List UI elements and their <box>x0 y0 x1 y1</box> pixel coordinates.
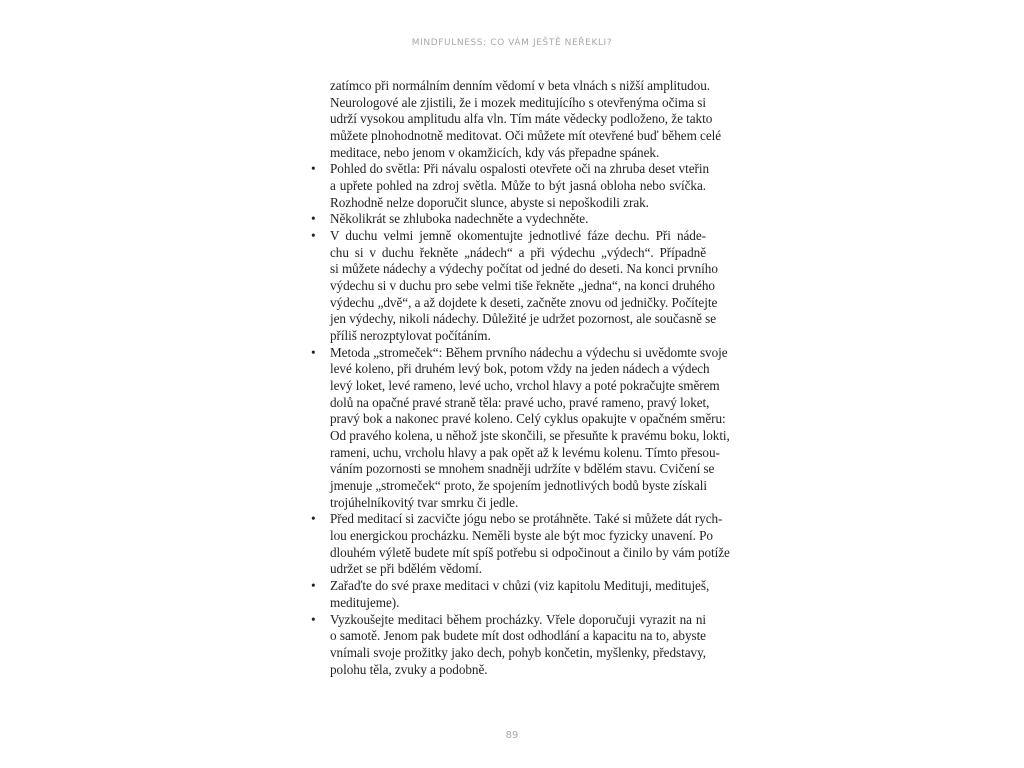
text-line: levé koleno, při druhém levý bok, potom vždy na jeden nádech a výdech <box>330 361 710 377</box>
text-line: V duchu velmi jemně okomentujte jednotlivé fáze dechu. Při náde- <box>330 228 706 244</box>
bullet-item <box>311 211 706 228</box>
bullet-icon: • <box>311 211 316 227</box>
bullet-icon: • <box>311 161 316 177</box>
bullet-icon: • <box>311 228 316 244</box>
text-line: Zařaďte do své praxe meditaci v chůzi (viz kapitolu Medituji, medituješ, <box>330 578 710 594</box>
text-line: pravý bok a nakonec pravé koleno. Celý cyklus opakujte v opačném směru: <box>330 411 726 427</box>
bullet-item <box>311 161 710 211</box>
text-line: a upřete pohled na zdroj světla. Může to být jasná obloha nebo svíčka. <box>330 178 706 194</box>
text-line: Před meditací si zacvičte jógu nebo se protáhněte. Také si můžete dát rych- <box>330 511 723 527</box>
bullet-item <box>311 612 706 679</box>
text-line: zatímco při normálním denním vědomí v beta vlnách s nižší amplitudou. <box>330 78 711 93</box>
page-number: 89 <box>505 730 519 741</box>
text-line: lou energickou procházku. Neměli byste ale být moc fyzicky unavení. Po <box>330 528 713 544</box>
running-head: MINDFULNESS: CO VÁM JEŠTĚ NEŘEKLI? <box>411 38 613 48</box>
bullet-icon: • <box>311 578 316 594</box>
bullet-icon: • <box>311 611 316 627</box>
text-line: o samotě. Jenom pak budete mít dost odhodlání a kapacitu na to, abyste <box>330 628 706 644</box>
text-line: jen výdechy, nikoli nádechy. Důležité je udržet pozornost, ale současně se <box>330 311 717 327</box>
text-line: levý loket, levé rameno, levé ucho, vrchol hlavy a poté pokračujte směrem <box>330 378 720 394</box>
text-line: rameni, uchu, vrcholu hlavy a pak opět až k levému kolenu. Tímto přesou- <box>330 444 720 460</box>
text-line: Rozhodně nelze doporučit slunce, abyste si nepoškodili zrak. <box>330 194 649 210</box>
bullet-item <box>311 511 730 578</box>
text-line: polohu těla, zvuky a podobně. <box>330 661 488 677</box>
text-line: udržet se při bdělém vědomí. <box>330 561 483 577</box>
text-line: příliš nerozptylovat počítáním. <box>330 328 491 344</box>
text-line: trojúhelníkovitý tvar smrku či jedle. <box>330 494 519 510</box>
bullet-item <box>311 344 730 512</box>
body-text <box>311 78 730 678</box>
text-line: Pohled do světla: Při návalu ospalosti otevřete oči na zhruba deset vteřin <box>330 161 710 177</box>
text-line: meditujeme). <box>330 594 400 610</box>
text-line: výdechu „dvě“, a až dojdete k deseti, začněte znovu od jedničky. Počítejte <box>330 294 718 310</box>
text-line: udrží vysokou amplitudu alfa vln. Tím máte vědecky podloženo, že takto <box>330 111 713 127</box>
text-line: meditace, nebo jenom v okamžicích, kdy vás přepadne spánek. <box>330 144 660 160</box>
text-line: Neurologové ale zjistili, že i mozek meditujícího s otevřenýma očima si <box>330 94 706 110</box>
bullet-item <box>311 578 710 611</box>
text-line: váním pozornosti se mnohem snadněji udržíte v bdělém stavu. Cvičení se <box>330 461 715 477</box>
bullet-item <box>311 228 718 345</box>
text-line: výdechu si v duchu pro sebe velmi tiše řekněte „jedna“, na konci druhého <box>330 278 715 294</box>
text-line: Vyzkoušejte meditaci během procházky. Vřele doporučuji vyrazit na ni <box>330 611 706 627</box>
text-line: dolů na opačné pravé straně těla: pravé ucho, pravé rameno, pravý loket, <box>330 394 710 410</box>
text-line: můžete plnohodnotně meditovat. Oči můžete mít otevřené buď během celé <box>330 128 722 144</box>
text-line: jmenuje „stromeček“ proto, že spojením jednotlivých bodů byste získali <box>330 478 708 494</box>
text-line: Metoda „stromeček“: Během prvního nádechu a výdechu si uvědomte svoje <box>330 344 728 360</box>
text-line: dlouhém výletě budete mít spíš potřebu si odpočinout a činilo by vám potíže <box>330 544 730 560</box>
text-line: chu si v duchu řekněte „nádech“ a při výdechu „výdech“. Případně <box>330 244 706 260</box>
bullet-icon: • <box>311 511 316 527</box>
text-line: Několikrát se zhluboka nadechněte a vydechněte. <box>330 211 589 227</box>
text-line: vnímali svoje prožitky jako dech, pohyb končetin, myšlenky, představy, <box>330 644 706 660</box>
paragraph <box>311 78 722 161</box>
text-line: si můžete nádechy a výdechy počítat od jedné do deseti. Na konci prvního <box>330 261 718 277</box>
bullet-icon: • <box>311 344 316 360</box>
text-line: Od pravého kolena, u něhož jste skončili, se přesuňte k pravému boku, lokti, <box>330 428 730 444</box>
